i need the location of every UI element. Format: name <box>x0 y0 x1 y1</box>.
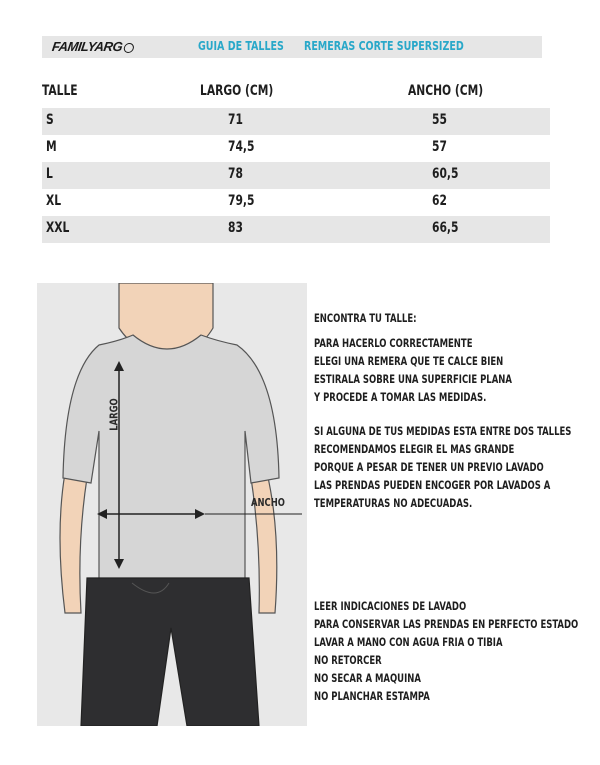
left-arm-shape <box>60 473 87 613</box>
how-to-line: Y PROCEDE A TOMAR LAS MEDIDAS. <box>314 390 487 404</box>
advice-line: RECOMENDAMOS ELEGIR EL MAS GRANDE <box>314 442 515 456</box>
ancho-cell: 66,5 <box>432 220 459 236</box>
how-to-line: PARA HACERLO CORRECTAMENTE <box>314 336 473 350</box>
largo-cell: 74,5 <box>228 139 255 155</box>
largo-cell: 78 <box>228 166 243 182</box>
table-row <box>42 135 550 162</box>
brand-mark-icon <box>123 43 134 53</box>
advice-line: LAS PRENDAS PUEDEN ENCOGER POR LAVADOS A <box>314 478 551 492</box>
largo-cell: 83 <box>228 220 243 236</box>
ancho-cell: 60,5 <box>432 166 459 182</box>
instructions-title: ENCONTRA TU TALLE: <box>314 311 417 325</box>
guide-label: GUIA DE TALLES <box>198 39 284 53</box>
brand-logo <box>51 38 136 56</box>
ancho-cell: 62 <box>432 193 447 209</box>
advice-line: PORQUE A PESAR DE TENER UN PREVIO LAVADO <box>314 460 544 474</box>
brand-name: FAMILYARG <box>51 39 124 54</box>
right-arm-shape <box>251 473 277 613</box>
ancho-cell: 57 <box>432 139 447 155</box>
size-cell: L <box>46 166 53 182</box>
product-label: REMERAS CORTE SUPERSIZED <box>304 39 464 53</box>
table-row <box>42 108 550 135</box>
washing-line: NO PLANCHAR ESTAMPA <box>314 689 430 703</box>
size-cell: XL <box>46 193 62 209</box>
advice-line: SI ALGUNA DE TUS MEDIDAS ESTA ENTRE DOS TALLES <box>314 424 572 438</box>
ancho-cell: 55 <box>432 112 447 128</box>
column-header-ancho: ANCHO (CM) <box>408 83 484 99</box>
washing-line: NO SECAR A MAQUINA <box>314 671 421 685</box>
size-cell: XXL <box>46 220 70 236</box>
size-table <box>42 108 550 243</box>
largo-cell: 79,5 <box>228 193 255 209</box>
washing-line: LAVAR A MANO CON AGUA FRIA O TIBIA <box>314 635 503 649</box>
largo-label: LARGO <box>107 398 121 431</box>
washing-block <box>314 597 578 705</box>
size-cell: S <box>46 112 54 128</box>
advice-block <box>314 422 571 512</box>
how-to-line: ESTIRALA SOBRE UNA SUPERFICIE PLANA <box>314 372 512 386</box>
ancho-label: ANCHO <box>251 496 285 509</box>
table-row <box>42 216 550 243</box>
pants-shape <box>81 578 259 726</box>
largo-cell: 71 <box>228 112 243 128</box>
header-bar <box>42 36 542 58</box>
how-to-line: ELEGI UNA REMERA QUE TE CALCE BIEN <box>314 354 504 368</box>
washing-line: NO RETORCER <box>314 653 382 667</box>
column-header-talle: TALLE <box>42 83 78 99</box>
washing-line: PARA CONSERVAR LAS PRENDAS EN PERFECTO ESTADO <box>314 617 579 631</box>
tshirt-shape <box>63 335 279 583</box>
washing-line: LEER INDICACIONES DE LAVADO <box>314 599 467 613</box>
table-row <box>42 189 550 216</box>
size-cell: M <box>46 139 57 155</box>
table-row <box>42 162 550 189</box>
advice-line: TEMPERATURAS NO ADECUADAS. <box>314 496 473 510</box>
column-header-largo: LARGO (CM) <box>200 83 274 99</box>
how-to-block <box>314 334 512 406</box>
